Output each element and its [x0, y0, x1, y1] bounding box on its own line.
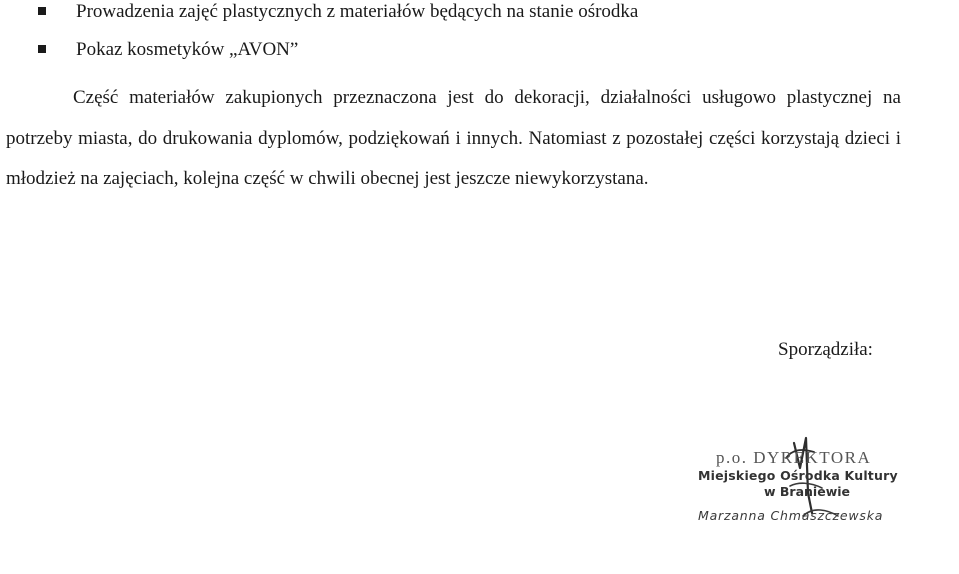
- body-paragraph: Część materiałów zakupionych przeznaczona jest do dekoracji, działalności usługowo plastycznej na potrzeby miasta, do drukowania dyplomów, podziękowań i innych. Natomiast z pozostałej części korzystają dzieci i młodzież na zajęciach, kolejna część w chwili obecnej jest jeszcze niewykorzystana.: [6, 87, 901, 189]
- square-bullet-icon: [38, 7, 46, 15]
- stamp-title: p.o. DYREKTORA: [716, 448, 872, 467]
- stamp-location: w Braniewie: [764, 484, 850, 499]
- bullet-text: Pokaz kosmetyków „AVON”: [76, 39, 299, 60]
- prepared-by-label: Sporządziła:: [778, 339, 873, 360]
- square-bullet-icon: [38, 45, 46, 53]
- stamp-institution: Miejskiego Ośrodka Kultury: [698, 468, 898, 483]
- list-item: [0, 38, 638, 76]
- bullet-list: [0, 0, 638, 76]
- bullet-text: Prowadzenia zajęć plastycznych z materiałów będących na stanie ośrodka: [76, 1, 639, 22]
- list-item: [0, 0, 638, 38]
- director-stamp: [688, 398, 959, 574]
- stamp-name: Marzanna Chmaszczewska: [698, 508, 884, 523]
